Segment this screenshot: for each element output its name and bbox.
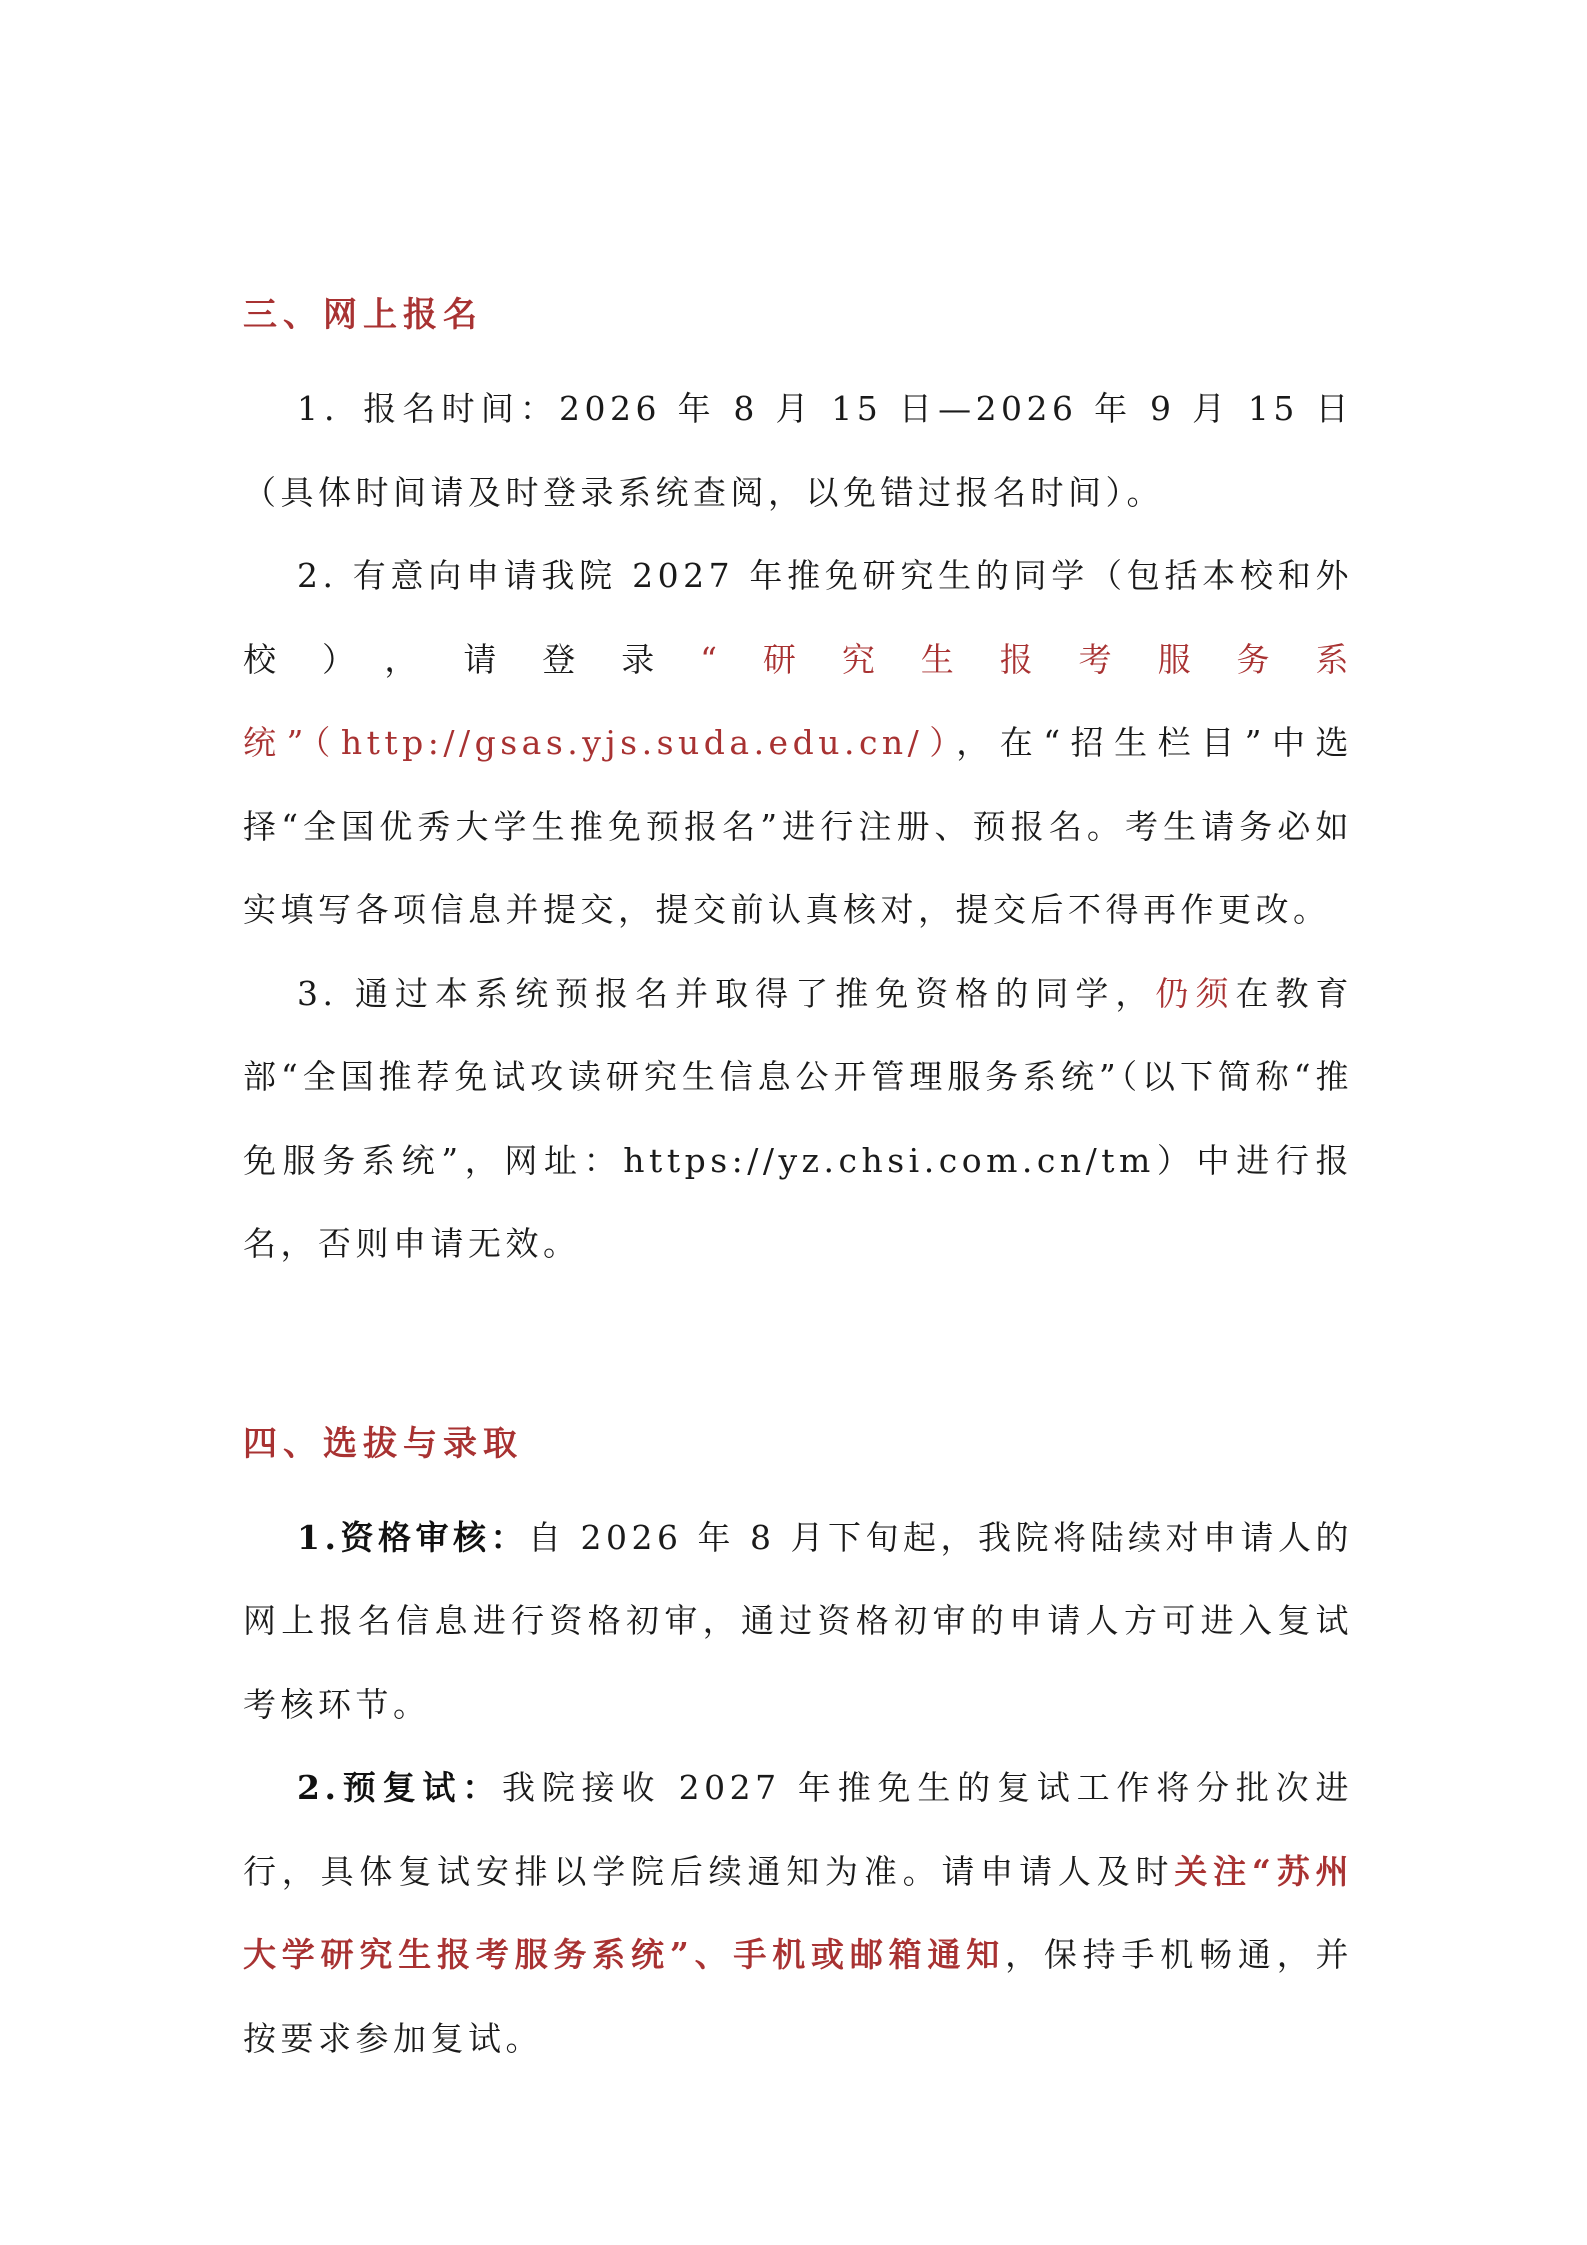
document-body [243,285,1353,2080]
national-system-text-after: 在教育部“全国推荐免试攻读研究生信息公开管理服务系统”（以下简称“推免服务系统”，网址：https://yz.chsi.com.cn/tm）中进行报名，否则申请无效。 [243,973,1354,1263]
registration-time-text: 1．报名时间：2026 年 8 月 15 日—2026 年 9 月 15 日（具体时间请及时登录系统查阅，以免错过报名时间）。 [243,389,1353,512]
must-emphasis: 仍须 [1155,973,1236,1013]
system-url-link[interactable]: （http://gsas.yjs.suda.edu.cn/） [307,723,957,762]
qualification-review-paragraph [243,1496,1353,1747]
registration-time-paragraph [243,367,1353,534]
qualification-review-text: 自 2026 年 8 月下旬起，我院将陆续对申请人的网上报名信息进行资格初审，通过资格初审的申请人方可进入复试考核环节。 [243,1517,1354,1724]
registration-login-text-after: ，在“招生栏目”中选择“全国优秀大学生推免预报名”进行注册、预报名。考生请务必如实填写各项信息并提交，提交前认真核对，提交后不得再作更改。 [243,723,1353,929]
pre-retest-text-after: ，保持手机畅通，并按要求参加复试。 [243,1935,1354,2058]
pre-retest-paragraph [243,1746,1353,2080]
system-name-link[interactable]: “研究生报考服务系统” [243,639,1353,762]
national-system-text-before: 3. 通过本系统预报名并取得了推免资格的同学， [297,973,1156,1013]
section-heading-online-registration: 三、网上报名 [243,295,483,335]
pre-retest-text-before: 我院接收 2027 年推免生的复试工作将分批次进行，具体复试安排以学院后续通知为准。请申请人及时 [243,1768,1353,1891]
national-system-paragraph [243,952,1353,1286]
qualification-review-label: 1.资格审核： [297,1517,528,1557]
registration-login-paragraph [243,534,1353,952]
pre-retest-label: 2.预复试： [297,1768,503,1807]
section-heading-selection-admission: 四、选拔与录取 [243,1423,523,1464]
notification-emphasis: 关注“苏州大学研究生报考服务系统”、手机或邮箱通知 [243,1851,1354,1974]
registration-login-text-before: 2. 有意向申请我院 2027 年推免研究生的同学（包括本校和外校），请登录 [243,556,1353,679]
